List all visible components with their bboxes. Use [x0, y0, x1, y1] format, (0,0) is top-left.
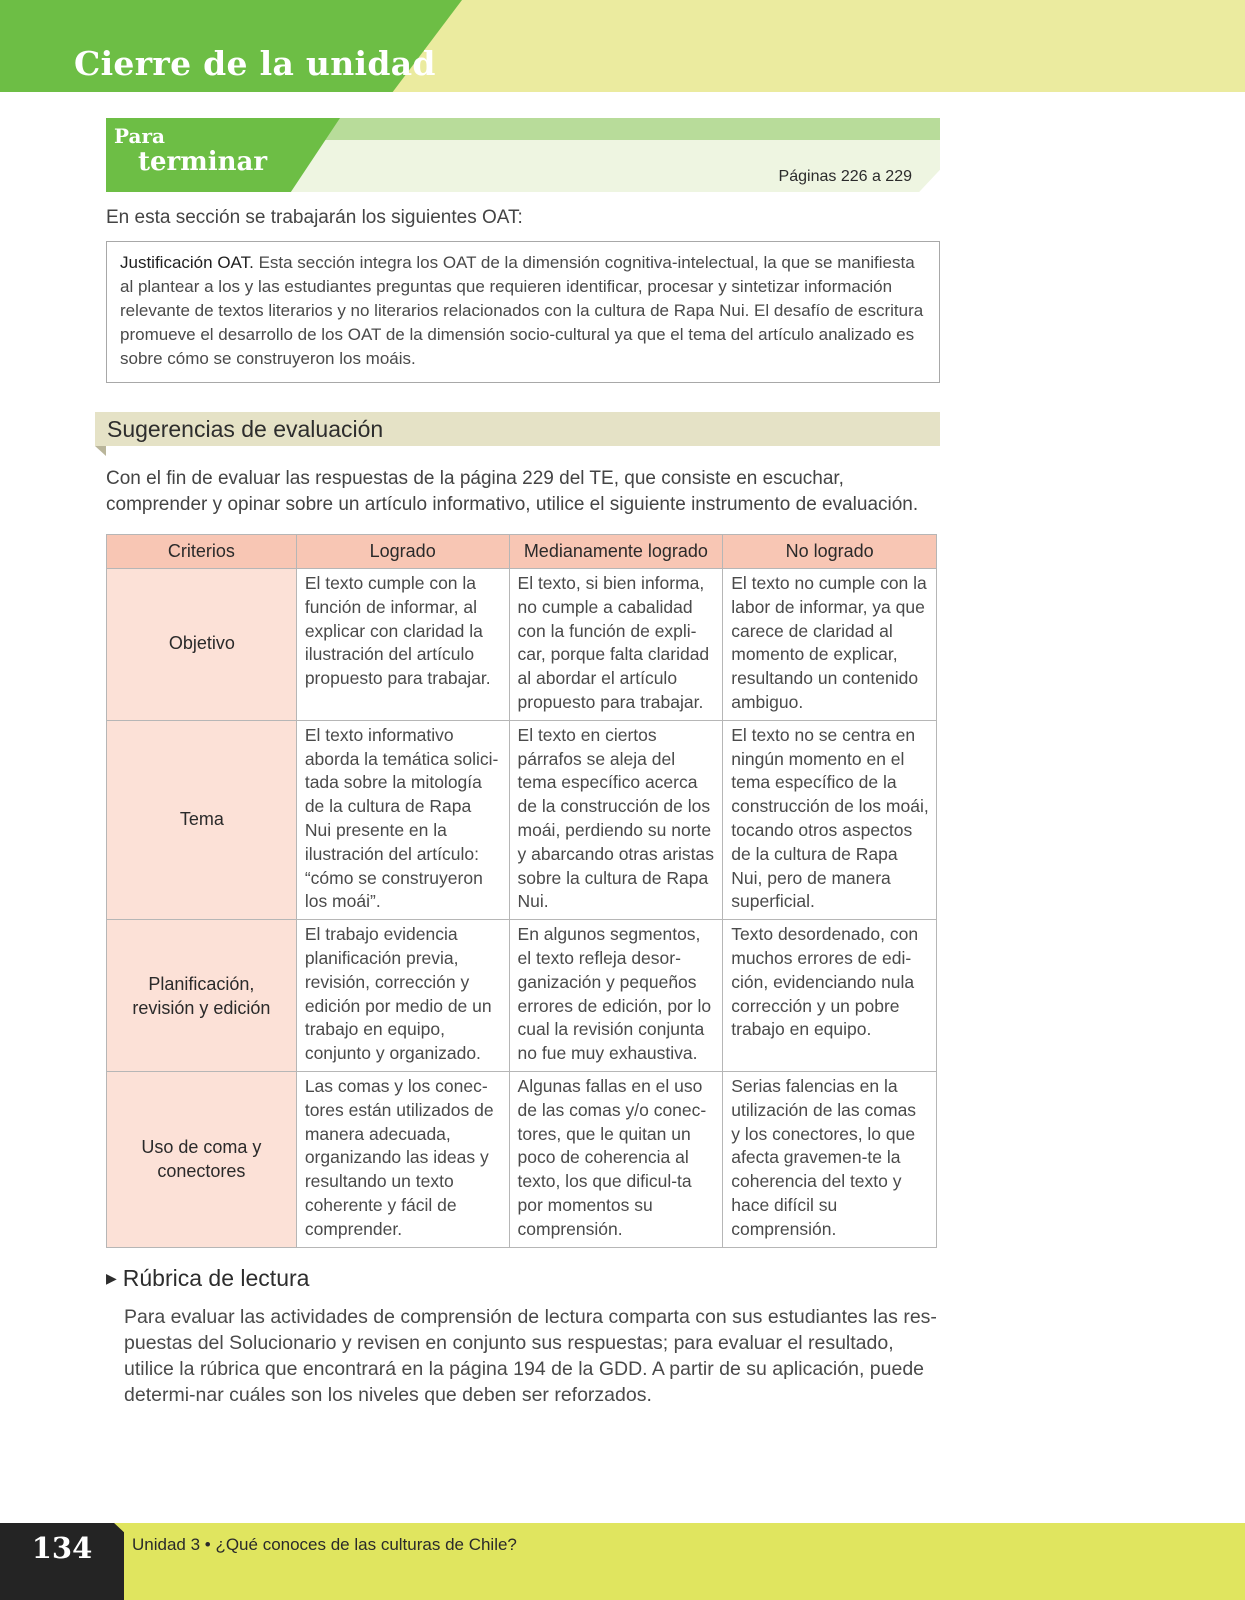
- table-row: [107, 569, 937, 721]
- rubric-table: [106, 534, 937, 1248]
- no-logrado-cell: El texto no cumple con la labor de informar, ya que carece de claridad al momento de explicar, resultando un contenido ambiguo.: [723, 569, 937, 721]
- no-logrado-cell: Texto desordenado, con muchos errores de edi-ción, evidenciando nula corrección y un pobre trabajo en equipo.: [723, 920, 937, 1072]
- logrado-cell: El texto informativo aborda la temática solici-tada sobre la mitología de la cultura de Rapa Nui presente en la ilustración del artículo: “cómo se construyeron los moái”.: [296, 720, 509, 919]
- reading-rubric-heading: [106, 1265, 309, 1292]
- table-header-row: [107, 535, 937, 569]
- page-number: 134: [31, 1531, 93, 1565]
- evaluation-intro: Con el fin de evaluar las respuestas de la página 229 del TE, que consiste en escuchar, comprender y opinar sobre un artículo informativo, utilice el siguiente instrumento de evaluación.: [106, 468, 919, 515]
- no-logrado-cell: El texto no se centra en ningún momento en el tema específico de la construcción de los moái, tocando otros aspectos de la cultura de Rapa Nui, pero de manera superficial.: [723, 720, 937, 919]
- medianamente-cell: El texto en ciertos párrafos se aleja del tema específico acerca de la construcción de los moái, perdiendo su norte y abarcando otras aristas sobre la cultura de Rapa Nui.: [509, 720, 723, 919]
- criterion-cell: Planificación, revisión y edición: [107, 920, 297, 1072]
- banner-title-line2: terminar: [138, 147, 268, 177]
- unit-title: Cierre de la unidad: [74, 44, 436, 83]
- criterion-cell: Tema: [107, 720, 297, 919]
- triangle-bullet-icon: ▶: [106, 1270, 117, 1286]
- medianamente-cell: En algunos segmentos, el texto refleja desor-ganización y pequeños errores de edición, por lo cual la revisión conjunta no fue muy exhaustiva.: [509, 920, 723, 1072]
- evaluation-heading-text: Sugerencias de evaluación: [107, 416, 384, 442]
- oat-intro: En esta sección se trabajarán los siguientes OAT:: [106, 207, 523, 228]
- header-criterios: Criterios: [107, 535, 297, 569]
- no-logrado-cell: Serias falencias en la utilización de las comas y los conectores, lo que afecta gravemen-te la coherencia del texto y hace difícil su comprensión.: [723, 1071, 937, 1247]
- medianamente-cell: El texto, si bien informa, no cumple a cabalidad con la función de expli-car, porque falta claridad al abordar el artículo propuesto para trabajar.: [509, 569, 723, 721]
- justification-label: Justificación OAT.: [120, 253, 254, 272]
- reading-rubric-text: Para evaluar las actividades de comprensión de lectura comparta con sus estudiantes las res-puestas del Solucionario y revisen en conjunto sus respuestas; para evaluar el resultado, utilice la rúbrica que encontrará en la página 194 de la GDD. A partir de su aplicación, puede determi-nar cuáles son los niveles que deben ser reforzados.: [124, 1306, 937, 1406]
- footer-unit-label: Unidad 3 • ¿Qué conoces de las culturas de Chile?: [132, 1535, 517, 1554]
- table-row: [107, 1071, 937, 1247]
- page-range: Páginas 226 a 229: [778, 168, 912, 185]
- table-row: [107, 920, 937, 1072]
- header-no-logrado: No logrado: [723, 535, 937, 569]
- medianamente-cell: Algunas fallas en el uso de las comas y/o conec-tores, que le quitan un poco de coherencia al texto, los que dificul-ta por momentos su comprensión.: [509, 1071, 723, 1247]
- justification-box: [106, 241, 940, 383]
- table-row: [107, 720, 937, 919]
- header-medianamente: Medianamente logrado: [509, 535, 723, 569]
- criterion-cell: Uso de coma y conectores: [107, 1071, 297, 1247]
- logrado-cell: El texto cumple con la función de informar, al explicar con claridad la ilustración del artículo propuesto para trabajar.: [296, 569, 509, 721]
- banner-title-line1: Para: [114, 124, 165, 148]
- logrado-cell: El trabajo evidencia planificación previa, revisión, corrección y edición por medio de un trabajo en equipo, conjunto y organizado.: [296, 920, 509, 1072]
- section-banner: [106, 118, 940, 192]
- header-logrado: Logrado: [296, 535, 509, 569]
- reading-rubric-title: Rúbrica de lectura: [122, 1265, 310, 1291]
- evaluation-heading: [95, 412, 940, 446]
- justification-text: Esta sección integra los OAT de la dimensión cognitiva-intelectual, la que se manifiesta al plantear a los y las estudiantes preguntas que requieren identificar, procesar y sintetizar información relevante de textos literarios y no literarios relacionados con la cultura de Rapa Nui. El desafío de escritura promueve el desarrollo de los OAT de la dimensión socio-cultural ya que el tema del artículo analizado es sobre cómo se construyeron los moáis.: [120, 253, 924, 368]
- criterion-cell: Objetivo: [107, 569, 297, 721]
- logrado-cell: Las comas y los conec-tores están utilizados de manera adecuada, organizando las ideas y resultando un texto coherente y fácil de comprender.: [296, 1071, 509, 1247]
